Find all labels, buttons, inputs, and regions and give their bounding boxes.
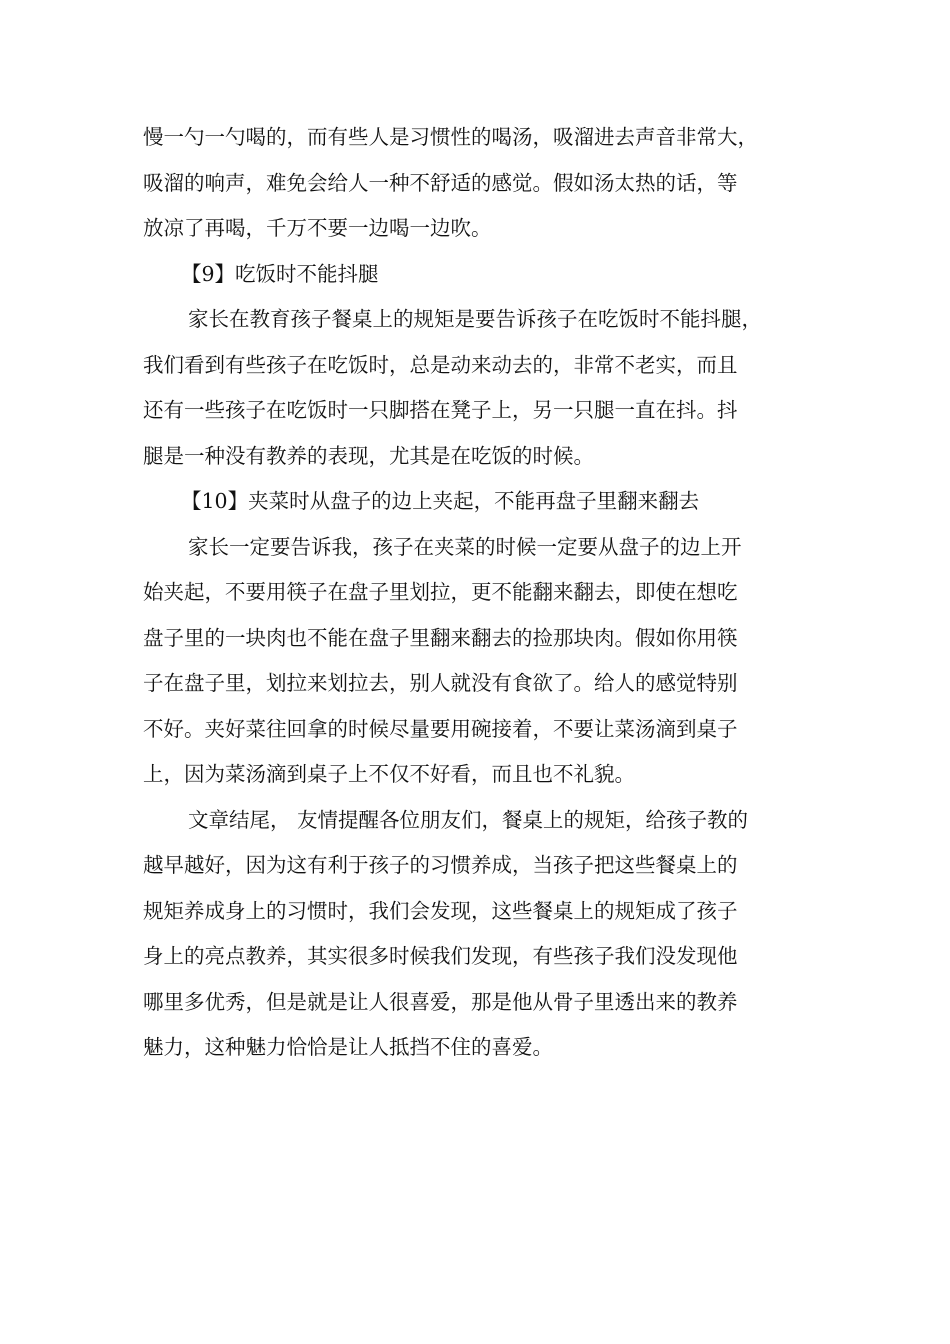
paragraph-section-10 — [143, 525, 809, 798]
paragraph-intro — [143, 115, 809, 252]
text-line: 放凉了再喝，千万不要一边喝一边吹。 — [143, 216, 492, 240]
text-line: 不好。夹好菜往回拿的时候尽量要用碗接着，不要让菜汤滴到桌子 — [143, 716, 738, 741]
text-line: 始夹起，不要用筷子在盘子里划拉，更不能翻来翻去，即使在想吃 — [143, 580, 738, 604]
text-line: 腿是一种没有教养的表现，尤其是在吃饭的时候。 — [143, 443, 594, 468]
text-line: 身上的亮点教养，其实很多时候我们发现，有些孩子我们没发现他 — [143, 944, 738, 968]
text-line: 规矩养成身上的习惯时，我们会发现，这些餐桌上的规矩成了孩子 — [143, 898, 738, 923]
text-line: 越早越好，因为这有利于孩子的习惯养成，当孩子把这些餐桌上的 — [143, 853, 738, 877]
text-line: 慢一勺一勺喝的，而有些人是习惯性的喝汤，吸溜进去声音非常大， — [143, 125, 758, 149]
text-line: 上，因为菜汤滴到桌子上不仅不好看，而且也不礼貌。 — [143, 762, 635, 786]
text-line: 还有一些孩子在吃饭时一只脚搭在凳子上，另一只腿一直在抖。抖 — [143, 398, 738, 422]
text-line: 子在盘子里，划拉来划拉去，别人就没有食欲了。给人的感觉特别 — [143, 671, 738, 695]
text-line: 我们看到有些孩子在吃饭时，总是动来动去的，非常不老实，而且 — [143, 352, 738, 377]
text-line: 盘子里的一块肉也不能在盘子里翻来翻去的捡那块肉。假如你用筷 — [143, 625, 738, 650]
text-line: 家长一定要告诉我，孩子在夹菜的时候一定要从盘子的边上开 — [188, 534, 742, 559]
document-body — [143, 115, 809, 1071]
text-line: 魅力，这种魅力恰恰是让人抵挡不住的喜爱。 — [143, 1035, 553, 1059]
section-heading-10: 【10】夹菜时从盘子的边上夹起，不能再盘子里翻来翻去 — [181, 489, 700, 513]
text-line: 哪里多优秀，但是就是让人很喜爱，那是他从骨子里透出来的教养 — [143, 989, 738, 1014]
section-heading-9: 【9】吃饭时不能抖腿 — [181, 261, 379, 286]
text-line: 家长在教育孩子餐桌上的规矩是要告诉孩子在吃饭时不能抖腿， — [188, 307, 762, 331]
paragraph-conclusion — [143, 798, 809, 1071]
paragraph-section-9 — [143, 297, 809, 479]
text-line: 吸溜的响声，难免会给人一种不舒适的感觉。假如汤太热的话，等 — [143, 170, 738, 195]
text-line: 文章结尾， 友情提醒各位朋友们，餐桌上的规矩，给孩子教的 — [188, 807, 749, 832]
